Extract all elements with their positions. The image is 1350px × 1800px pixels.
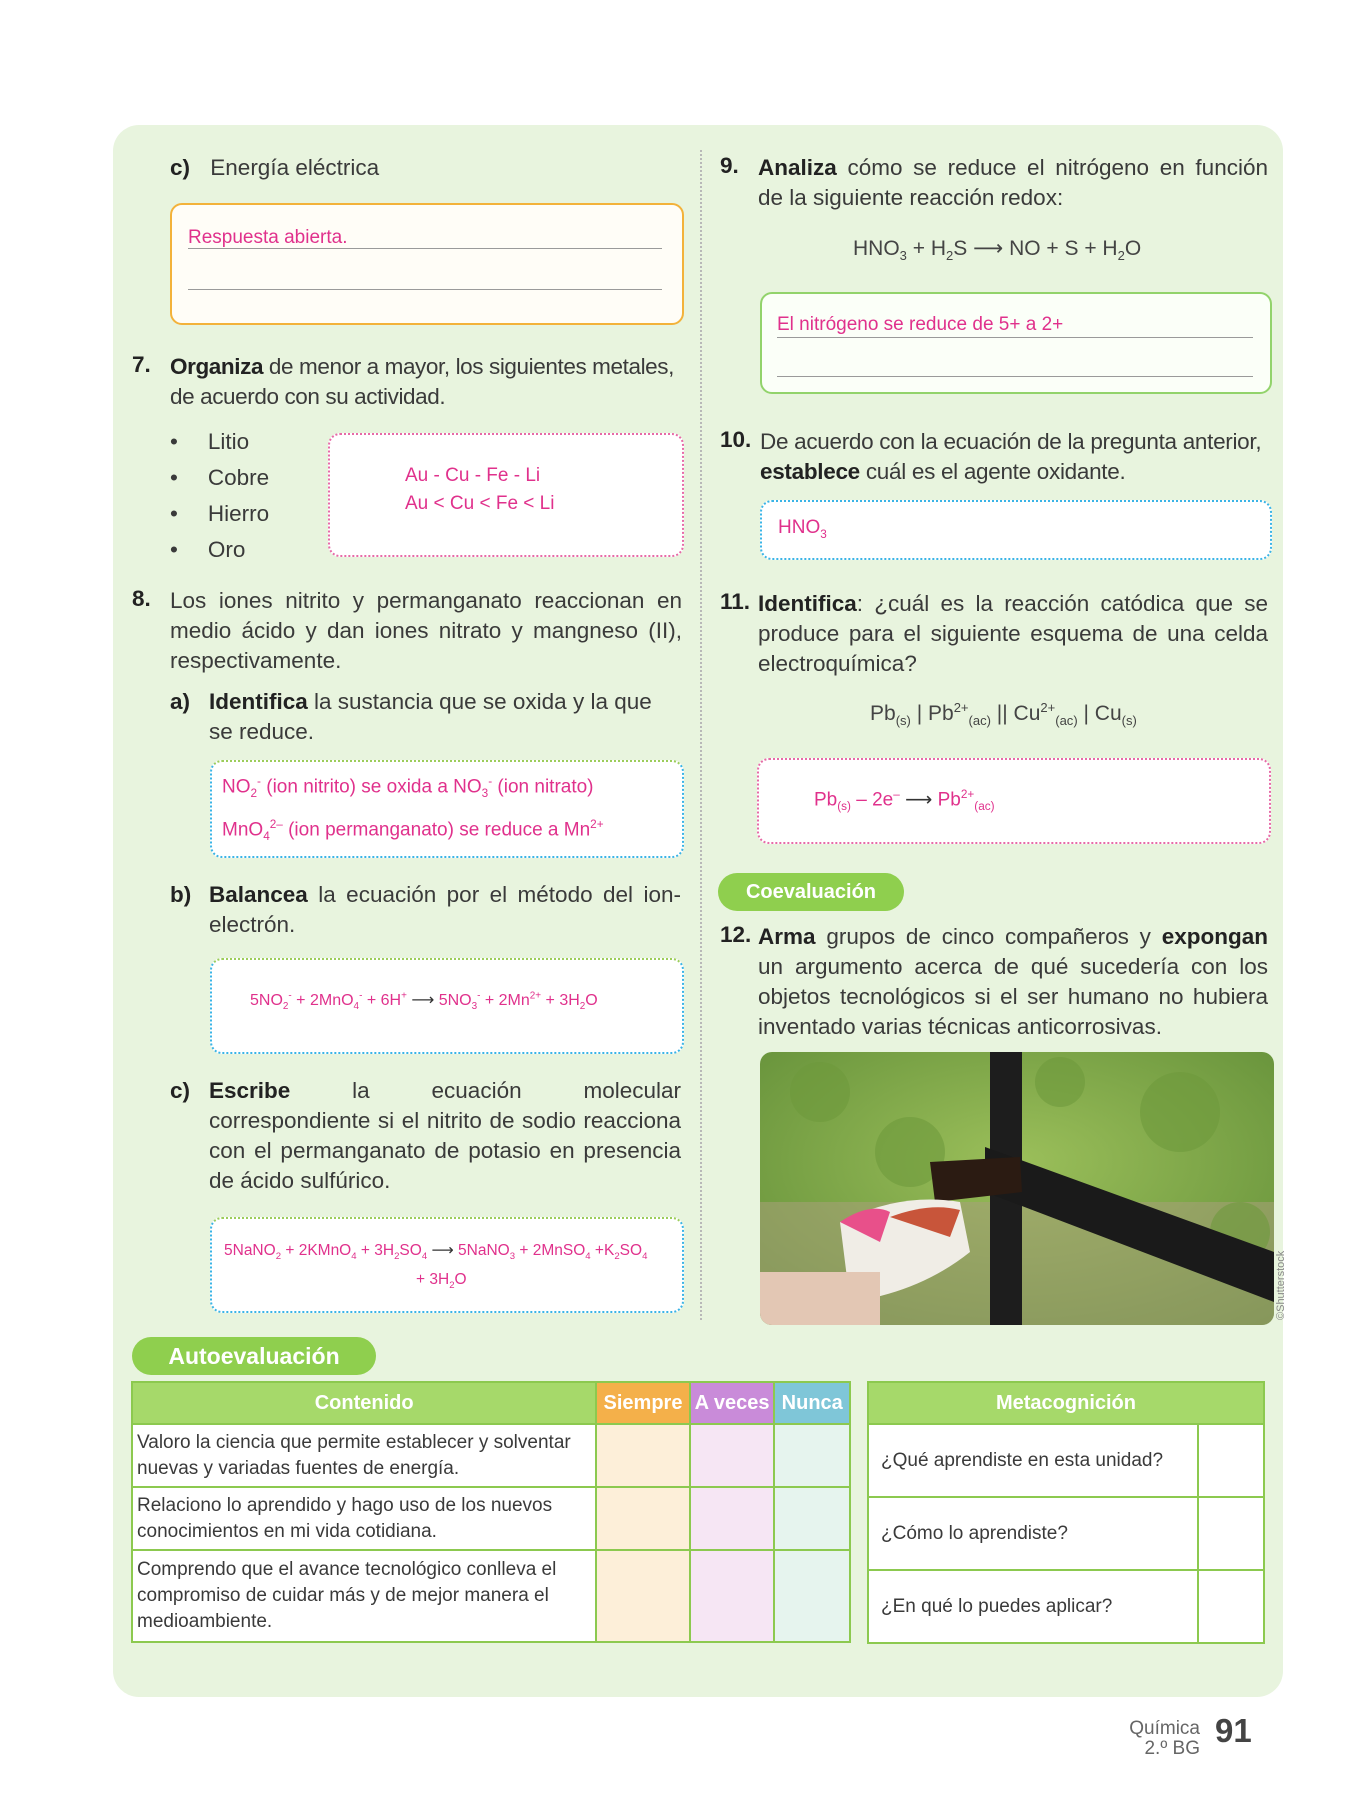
q8-text: Los iones nitrito y permanganato reaccionan en medio ácido y dan iones nitrato y mangneso (II), respectivamente. (170, 588, 682, 673)
q8c-text: Escribe la ecuación molecular correspondiente si el nitrito de sodio reacciona con el permanganato de potasio en presencia de ácido sulfúrico. (209, 1078, 681, 1193)
q7-answer-box[interactable] (328, 433, 684, 557)
q8-number: 8. (132, 586, 151, 611)
q11-text: Identifica: ¿cuál es la reacción catódica que se produce para el siguiente esquema de una celda electroquímica? (758, 591, 1268, 676)
q6c-label: c) (170, 155, 191, 180)
q8a-answer-line1: $NO_2^-$ (ion nitrito) se oxida a $NO_3^-$ (ion nitrato) (222, 775, 594, 801)
q9-equation: $HNO_3 + H_2S$ ⟶ NO + $S + H_2O$ (853, 237, 1142, 264)
q8a-answer-box[interactable] (210, 760, 684, 858)
q7-list (170, 424, 269, 568)
list-item: • Litio (170, 429, 250, 454)
list-item: • Cobre (170, 465, 270, 490)
q9-answer: El nitrógeno se reduce de 5+ a 2+ (777, 314, 1064, 335)
metacognition-question: ¿Cómo lo aprendiste? (868, 1497, 1198, 1570)
checkbox-a-veces[interactable] (690, 1487, 775, 1550)
q8b-answer-box[interactable] (210, 958, 684, 1054)
metacognition-question: ¿Qué aprendiste en esta unidad? (868, 1424, 1198, 1497)
page-number: 91 (1215, 1712, 1252, 1749)
row-content: Valoro la ciencia que permite establecer y solventar nuevas y variadas fuentes de energía. (132, 1424, 596, 1487)
q10-answer-box[interactable] (760, 500, 1272, 560)
autoevaluation-badge: Autoevaluación (132, 1337, 376, 1375)
table-row (868, 1497, 1264, 1570)
photo-painting-iron-frame (760, 1052, 1274, 1325)
answer-line (777, 337, 1253, 338)
table-header-row (132, 1382, 850, 1424)
metacognition-answer-cell[interactable] (1198, 1424, 1264, 1497)
column-divider (700, 150, 702, 1320)
q7-number: 7. (132, 352, 151, 377)
q11-cell-scheme: $Pb_{(s)}$ | $Pb^{2+}_{(ac)}$ || $Cu^{2+}_{(ac)}$ | $Cu_{(s)}$ (870, 700, 1137, 729)
q6c (170, 153, 379, 183)
q9-answer-box[interactable] (760, 292, 1272, 394)
q12-text: Arma grupos de cinco compañeros y expongan un argumento acerca de qué sucedería con los objetos tecnológicos si el ser humano no hubiera inventado varias técnicas anticorrosivas. (758, 924, 1268, 1039)
q8c-answer-equation-line2: + $3H_2O$ (416, 1271, 467, 1292)
q10-answer: $HNO_3$ (778, 517, 827, 541)
checkbox-nunca[interactable] (774, 1424, 850, 1487)
q10-text: De acuerdo con la ecuación de la pregunta anterior, establece cuál es el agente oxidante. (760, 429, 1262, 484)
column-header-contenido: Contenido (132, 1382, 596, 1424)
checkbox-siempre[interactable] (596, 1550, 689, 1642)
q10-number: 10. (720, 427, 752, 452)
q8a-text: Identifica la sustancia que se oxida y la que se reduce. (209, 689, 652, 744)
coevaluation-badge: Coevaluación (718, 873, 904, 911)
table-row (132, 1424, 850, 1487)
list-item: • Oro (170, 537, 246, 562)
q8a-label: a) (170, 689, 191, 714)
answer-line (188, 248, 662, 249)
q12-number: 12. (720, 922, 752, 947)
checkbox-siempre[interactable] (596, 1487, 689, 1550)
footer-subject: Química 2.º BG (1129, 1718, 1200, 1759)
autoevaluation-table (131, 1381, 851, 1643)
q8c-answer-box[interactable] (210, 1217, 684, 1313)
checkbox-a-veces[interactable] (690, 1550, 775, 1642)
column-header-a-veces: A veces (690, 1382, 775, 1424)
column-header-siempre: Siempre (596, 1382, 689, 1424)
checkbox-nunca[interactable] (774, 1487, 850, 1550)
metacognition-answer-cell[interactable] (1198, 1497, 1264, 1570)
metacognition-table (867, 1381, 1265, 1644)
q6c-answer-box[interactable] (170, 203, 684, 325)
q9-text: Analiza cómo se reduce el nitrógeno en función de la siguiente reacción redox: (758, 155, 1268, 210)
answer-line (777, 376, 1253, 377)
q8b-answer-equation: $5NO_2^- + 2MnO_4^- + 6H^+$ ⟶ $5NO_3^- + 2Mn^{2+} + 3H_2O$ (250, 990, 598, 1013)
table-row (868, 1570, 1264, 1643)
photo-credit: ©Shutterstock (1275, 1250, 1287, 1320)
q11-answer-box[interactable] (757, 758, 1271, 844)
table-row (868, 1424, 1264, 1497)
metacognition-question: ¿En qué lo puedes aplicar? (868, 1570, 1198, 1643)
table-row (132, 1487, 850, 1550)
q8b-label: b) (170, 882, 192, 907)
checkbox-a-veces[interactable] (690, 1424, 775, 1487)
q6c-text: Energía eléctrica (210, 155, 380, 180)
q11-number: 11. (720, 589, 751, 614)
table-row (132, 1550, 850, 1642)
q8c-answer-equation-line1: 5NaNO$_2$ + 2KMnO$_4$ + $3H_2SO_4$ ⟶ 5NaNO$_3$ + 2MnSO$_4$ $+K_2SO_4$ (224, 1242, 648, 1263)
checkbox-nunca[interactable] (774, 1550, 850, 1642)
list-item: • Hierro (170, 501, 270, 526)
row-content: Comprendo que el avance tecnológico conlleva el compromiso de cuidar más y de mejor manera el medioambiente. (132, 1550, 596, 1642)
q7-answer-line1: Au - Cu - Fe - Li (405, 465, 541, 486)
checkbox-siempre[interactable] (596, 1424, 689, 1487)
metacognition-answer-cell[interactable] (1198, 1570, 1264, 1643)
column-header-metacognicion: Metacognición (868, 1382, 1264, 1424)
q11-answer: $Pb_{(s)} - 2e^-$ ⟶ $Pb^{2+}_{(ac)}$ (814, 788, 995, 814)
q7-text: Organiza de menor a mayor, los siguientes metales, de acuerdo con su actividad. (170, 354, 674, 409)
q8a-answer-line2: MnO$_4^{2-}$ (ion permanganato) se reduce a $Mn^{2+}$ (222, 818, 604, 844)
q6c-answer: Respuesta abierta. (188, 227, 348, 248)
q8c-label: c) (170, 1078, 191, 1103)
column-header-nunca: Nunca (774, 1382, 850, 1424)
answer-line (188, 289, 662, 290)
q7-answer-line2: Au < Cu < Fe < Li (405, 493, 555, 514)
table-header-row (868, 1382, 1264, 1424)
q8b-text: Balancea la ecuación por el método del ion-electrón. (209, 882, 681, 937)
q9-number: 9. (720, 153, 739, 178)
row-content: Relaciono lo aprendido y hago uso de los nuevos conocimientos en mi vida cotidiana. (132, 1487, 596, 1550)
